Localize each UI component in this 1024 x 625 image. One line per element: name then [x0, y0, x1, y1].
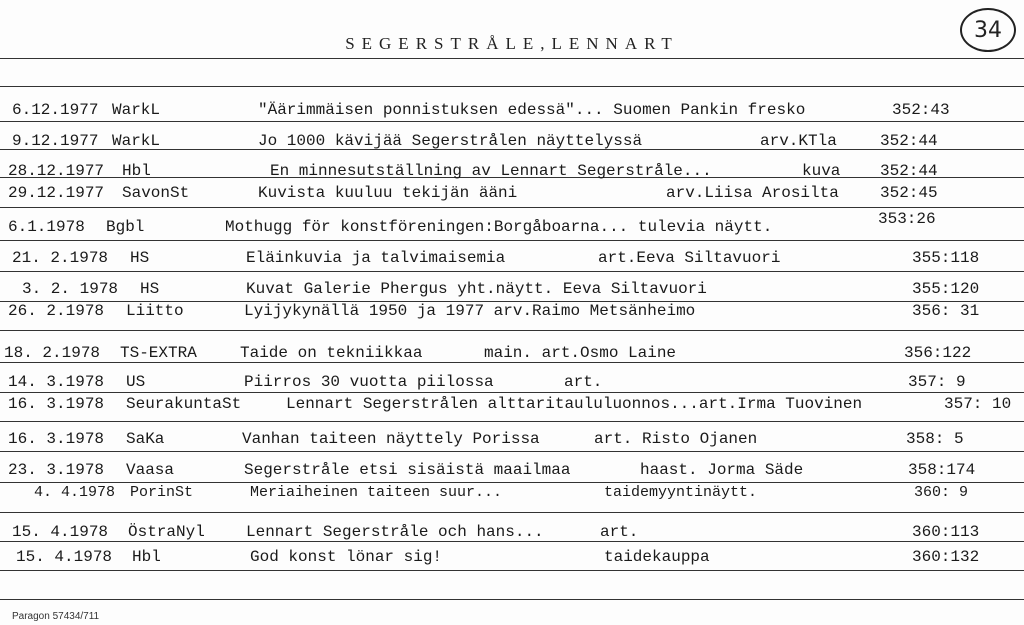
entry-ref: 352:45 — [880, 184, 938, 202]
ruled-line — [0, 207, 1024, 208]
list-item — [0, 395, 1024, 417]
entry-text: Mothugg för konstföreningen:Borgåboarna... tulevia näytt. — [225, 218, 773, 236]
ruled-line — [0, 512, 1024, 513]
list-item — [0, 280, 1024, 302]
list-item — [0, 523, 1024, 545]
entry-date: 14. 3.1978 — [8, 373, 105, 391]
entry-source: TS-EXTRA — [120, 344, 197, 362]
entry-ref: 352:44 — [880, 162, 938, 180]
entry-text: Kuvat Galerie Phergus yht.näytt. Eeva Siltavuori — [246, 280, 707, 298]
entry-date: 16. 3.1978 — [8, 395, 105, 413]
entry-text: En minnesutställning av Lennart Segerstråle... — [270, 162, 712, 180]
entry-source: Vaasa — [126, 461, 175, 479]
list-item — [0, 548, 1024, 570]
entry-date: 15. 4.1978 — [16, 548, 113, 566]
list-item — [0, 184, 1024, 206]
entry-date: 3. 2. 1978 — [22, 280, 119, 298]
list-item — [0, 101, 1024, 123]
entry-text: God konst lönar sig! — [250, 548, 443, 566]
entry-note: kuva — [802, 162, 841, 180]
entry-source: Hbl — [122, 162, 151, 180]
entry-note: arv.Liisa Arosilta — [666, 184, 839, 202]
entry-source: SaKa — [126, 430, 165, 448]
entry-note: main. art.Osmo Laine — [484, 344, 677, 362]
entry-source: SeurakuntaSt — [126, 395, 242, 413]
entry-text: Lyijykynällä 1950 ja 1977 arv.Raimo Metsänheimo — [244, 302, 696, 320]
entry-date: 26. 2.1978 — [8, 302, 105, 320]
entry-date: 23. 3.1978 — [8, 461, 105, 479]
entry-text: Eläinkuvia ja talvimaisemia — [246, 249, 506, 267]
entry-ref: 360:113 — [912, 523, 980, 541]
entry-date: 28.12.1977 — [8, 162, 105, 180]
list-item — [0, 484, 1024, 506]
entry-date: 4. 4.1978 — [34, 484, 116, 501]
list-item — [0, 132, 1024, 154]
entry-date: 18. 2.1978 — [4, 344, 101, 362]
entry-note: haast. Jorma Säde — [640, 461, 804, 479]
entry-note: arv.KTla — [760, 132, 837, 150]
entry-date: 15. 4.1978 — [12, 523, 109, 541]
entry-date: 6.1.1978 — [8, 218, 85, 236]
entry-text: Taide on tekniikkaa — [240, 344, 423, 362]
entry-ref: 357: 9 — [908, 373, 966, 391]
list-item — [0, 344, 1024, 366]
list-item — [0, 461, 1024, 483]
ruled-line — [0, 271, 1024, 272]
entry-text: Vanhan taiteen näyttely Porissa — [242, 430, 540, 448]
ruled-line — [0, 599, 1024, 600]
entry-source: Liitto — [126, 302, 184, 320]
entry-source: SavonSt — [122, 184, 190, 202]
list-item — [0, 430, 1024, 452]
entry-ref: 357: 10 — [944, 395, 1012, 413]
entry-source: Hbl — [132, 548, 161, 566]
entry-ref: 352:43 — [892, 101, 950, 119]
entry-ref: 358: 5 — [906, 430, 964, 448]
entry-text: Lennart Segerstrålen alttaritaululuonnos...art.Irma Tuovinen — [286, 395, 863, 413]
card-footer: Paragon 57434/711 — [12, 611, 100, 622]
entry-text: Jo 1000 kävijää Segerstrålen näyttelyssä — [258, 132, 643, 150]
list-item — [0, 249, 1024, 271]
header-rule — [0, 86, 1024, 87]
entry-source: HS — [130, 249, 150, 267]
entry-text: Lennart Segerstråle och hans... — [246, 523, 544, 541]
entry-date: 16. 3.1978 — [8, 430, 105, 448]
entry-source: US — [126, 373, 146, 391]
ruled-line — [0, 330, 1024, 331]
entry-source: WarkL — [112, 132, 161, 150]
entry-ref: 358:174 — [908, 461, 976, 479]
card-title: SEGERSTRÅLE,LENNART — [345, 34, 679, 53]
entry-text: Piirros 30 vuotta piilossa — [244, 373, 494, 391]
entry-note: taidemyyntinäytt. — [604, 484, 758, 501]
entry-note: art. — [564, 373, 603, 391]
entry-text: "Äärimmäisen ponnistuksen edessä"... Suomen Pankin fresko — [258, 101, 806, 119]
entry-date: 9.12.1977 — [12, 132, 99, 150]
list-item — [0, 373, 1024, 395]
entry-text: Meriaiheinen taiteen suur... — [250, 484, 503, 501]
header-rule — [0, 58, 1024, 59]
entry-ref: 352:44 — [880, 132, 938, 150]
entry-ref: 360: 9 — [914, 484, 969, 501]
entry-note: taidekauppa — [604, 548, 710, 566]
entry-ref: 355:118 — [912, 249, 980, 267]
page-number-circle: 34 — [960, 8, 1016, 52]
entry-note: art.Eeva Siltavuori — [598, 249, 781, 267]
entry-ref: 356: 31 — [912, 302, 980, 320]
list-item — [0, 302, 1024, 324]
entry-date: 6.12.1977 — [12, 101, 99, 119]
entry-source: HS — [140, 280, 160, 298]
entry-text: Segerstråle etsi sisäistä maailmaa — [244, 461, 571, 479]
entry-ref: 360:132 — [912, 548, 980, 566]
entry-source: PorinSt — [130, 484, 194, 501]
entry-date: 21. 2.1978 — [12, 249, 109, 267]
entry-ref: 355:120 — [912, 280, 980, 298]
entry-text: Kuvista kuuluu tekijän ääni — [258, 184, 518, 202]
entry-note: art. — [600, 523, 639, 541]
entry-date: 29.12.1977 — [8, 184, 105, 202]
entry-note: art. Risto Ojanen — [594, 430, 758, 448]
entry-source: ÖstraNyl — [128, 523, 205, 541]
ruled-line — [0, 421, 1024, 422]
entry-source: WarkL — [112, 101, 161, 119]
list-item — [0, 210, 1024, 240]
list-item — [0, 162, 1024, 184]
ruled-line — [0, 240, 1024, 241]
entry-source: Bgbl — [106, 218, 145, 236]
entry-ref: 353:26 — [878, 210, 936, 228]
ruled-line — [0, 570, 1024, 571]
entry-ref: 356:122 — [904, 344, 972, 362]
